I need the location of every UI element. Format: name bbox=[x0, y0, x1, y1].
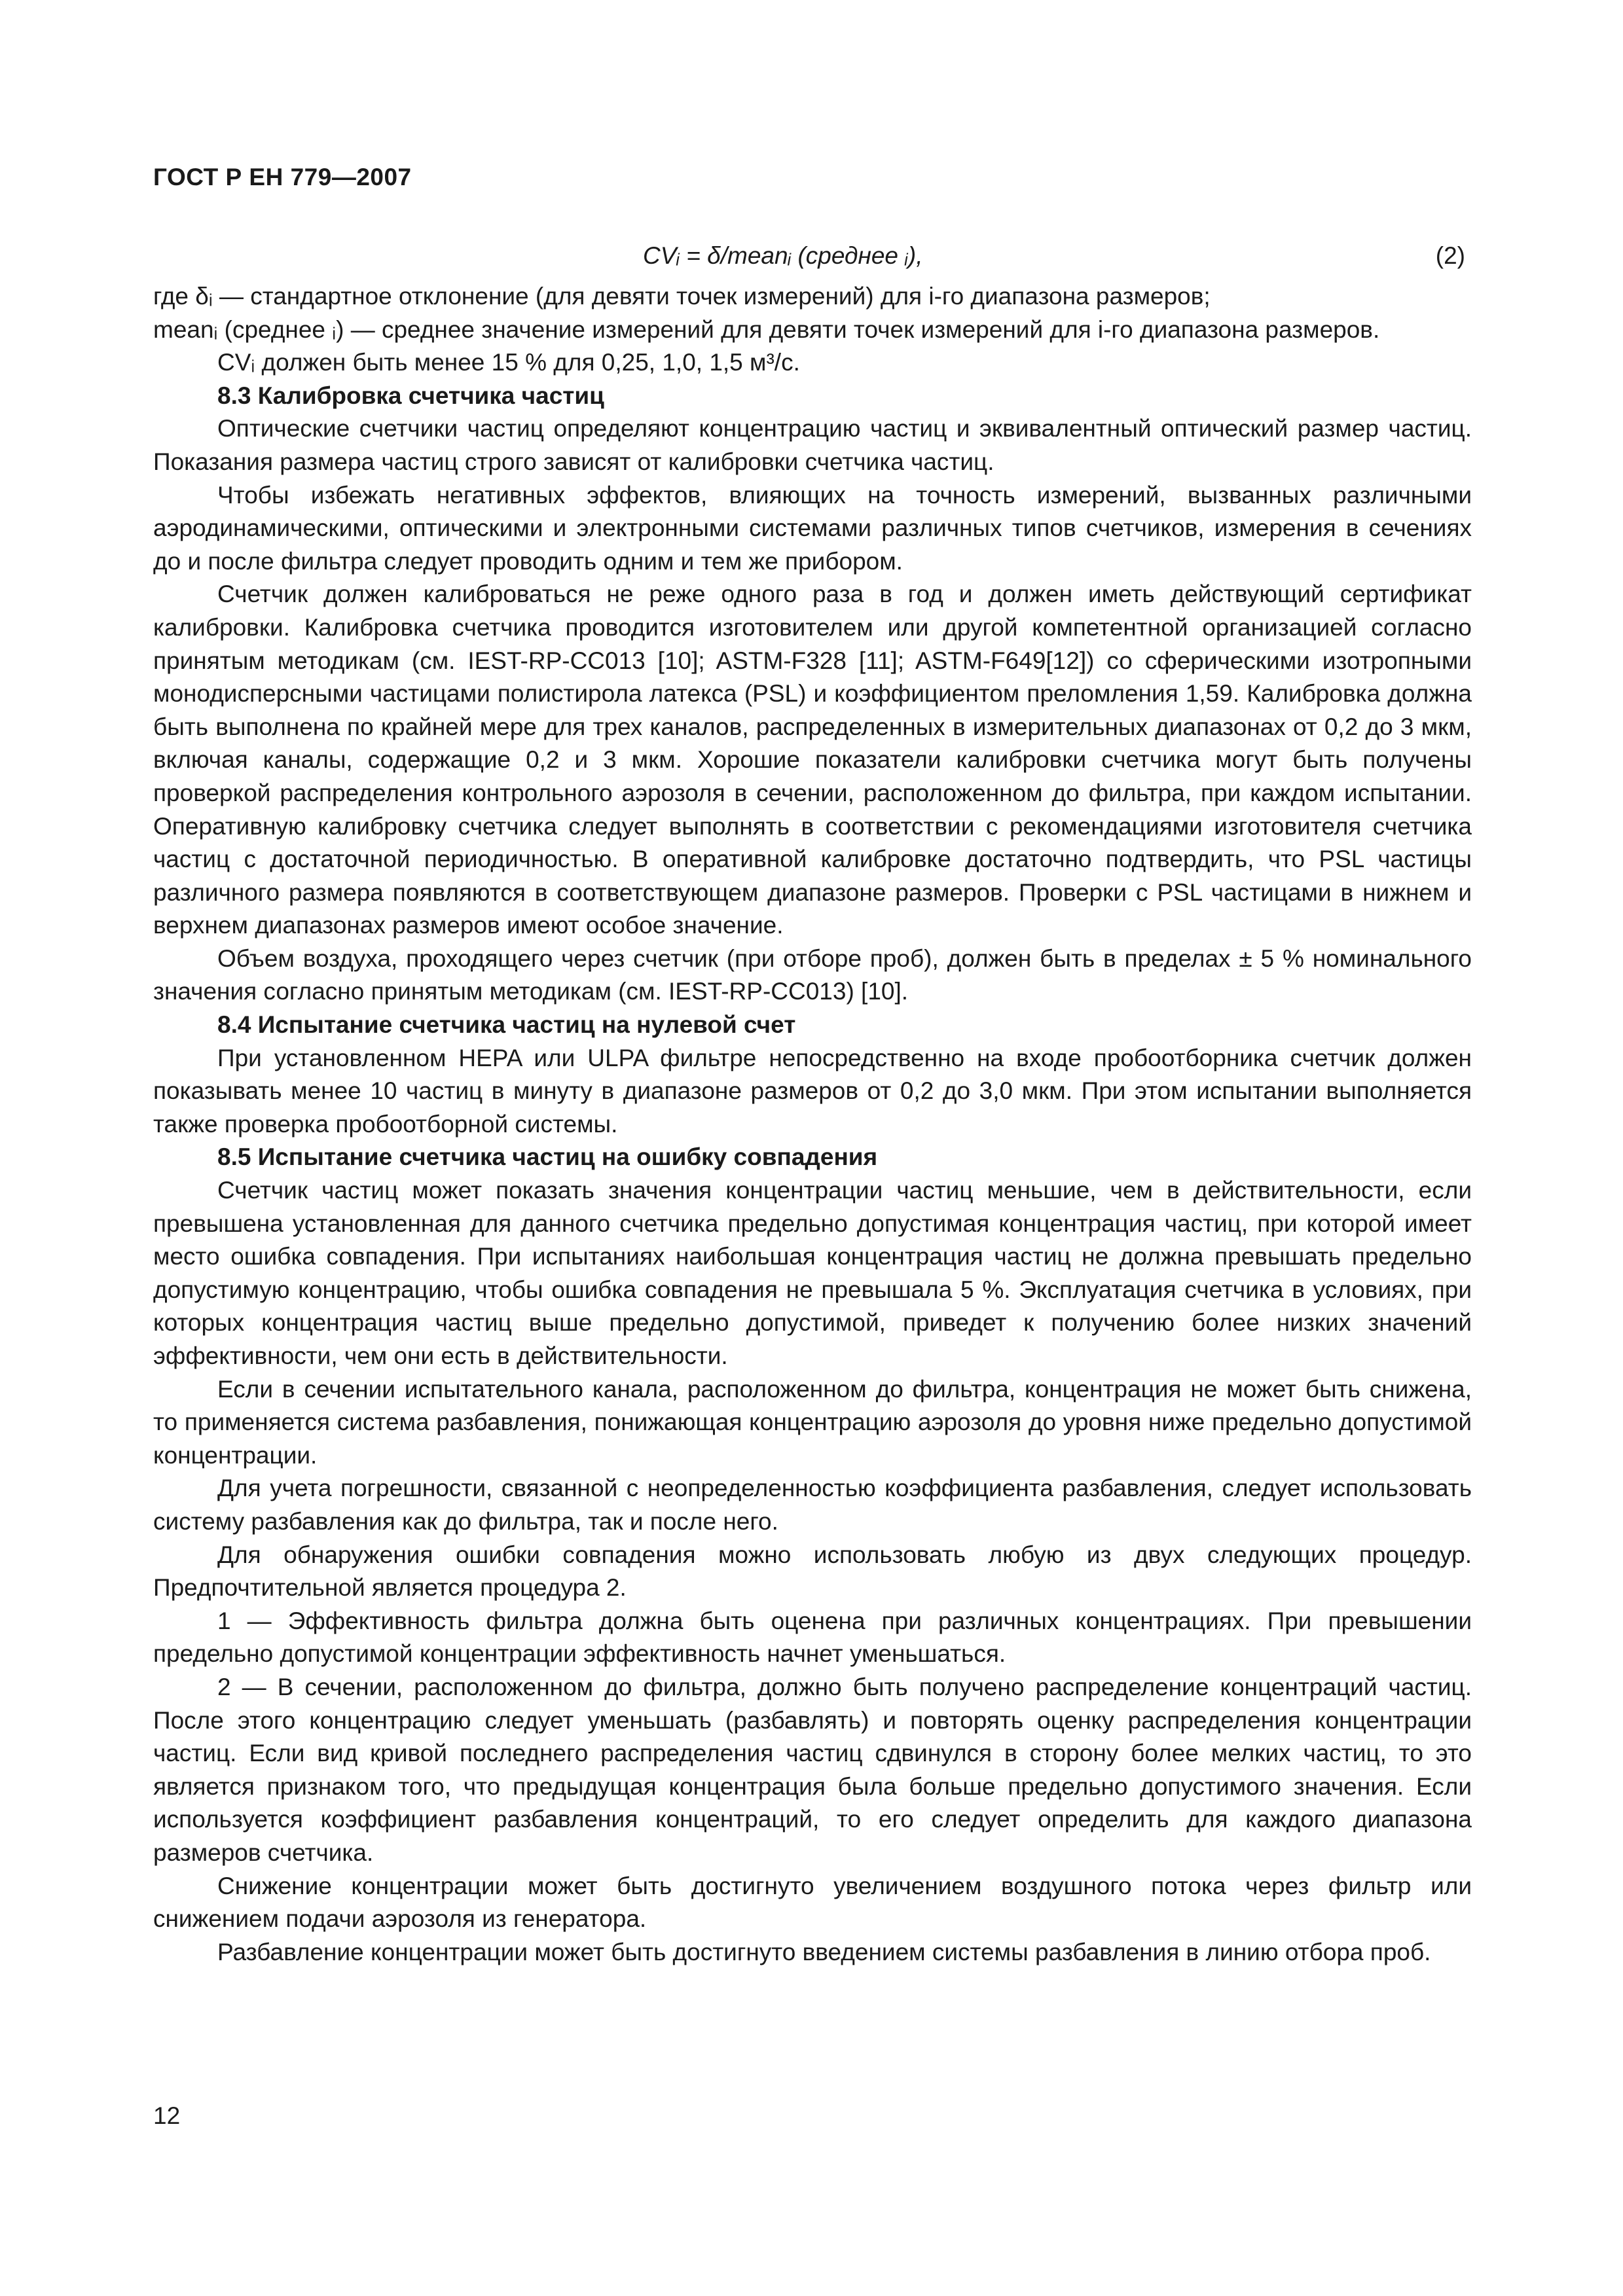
definition-delta: где δᵢ — стандартное отклонение (для девяти точек измерений) для i-го диапазона размеров; bbox=[153, 283, 1211, 310]
paragraph: Чтобы избежать негативных эффектов, влияющих на точность измерений, вызванных различными аэродинамическими, оптическими и электронными системами различных типов счетчиков, измерения в сечениях до и после фильтра следует проводить одним и тем же прибором. bbox=[153, 481, 1472, 575]
paragraph: Разбавление концентрации может быть достигнуто введением системы разбавления в линию отбора проб. bbox=[217, 1938, 1431, 1965]
paragraph: Для учета погрешности, связанной с неопределенностью коэффициента разбавления, следует использовать систему разбавления как до фильтра, так и после него. bbox=[153, 1475, 1472, 1535]
paragraph: Снижение концентрации может быть достигнуто увеличением воздушного потока через фильтр или снижением подачи аэрозоля из генератора. bbox=[153, 1872, 1472, 1933]
body-text bbox=[153, 240, 1472, 1969]
procedure-1: 1 — Эффективность фильтра должна быть оценена при различных концентрациях. При превышении предельно допустимой концентрации эффективность начнет уменьшаться. bbox=[153, 1607, 1472, 1668]
procedure-2: 2 — В сечении, расположенном до фильтра, должно быть получено распределение концентраций частиц. После этого концентрацию следует уменьшать (разбавлять) и повторять оценку распределения концентрации частиц. Если вид кривой последнего распределения частиц сдвинулся в сторону более мелких частиц, то это является признаком того, что предыдущая концентрация была больше предельно допустимого значения. Если используется коэффициент разбавления концентраций, то его следует определить для каждого диапазона размеров счетчика. bbox=[153, 1673, 1472, 1866]
paragraph: При установленном HEPA или ULPA фильтре непосредственно на входе пробоотборника счетчик должен показывать менее 10 частиц в минуту в диапазоне размеров от 0,2 до 3,0 мкм. При этом испытании выполняется также проверка пробоотборной системы. bbox=[153, 1044, 1472, 1138]
paragraph: Счетчик должен калиброваться не реже одного раза в год и должен иметь действующий сертификат калибровки. Калибровка счетчика проводится изготовителем или другой компетентной организацией согласно принятым методикам (см. IEST-RP-CC013 [10]; ASTM-F328 [11]; ASTM-F649[12]) со сферическими изотропными монодисперсными частицами полистирола латекса (PSL) и коэффициентом преломления 1,59. Калибровка должна быть выполнена по крайней мере для трех каналов, распределенных в измерительных диапазонах от 0,2 до 3 мкм, включая каналы, содержащие 0,2 и 3 мкм. Хорошие показатели калибровки счетчика могут быть получены проверкой распределения контрольного аэрозоля в сечении, расположенном до фильтра, при каждом испытании. Оперативную калибровку счетчика следует выполнять в соответствии с рекомендациями изготовителя счетчика частиц с достаточной периодичностью. В оперативной калибровке достаточно подтвердить, что PSL частицы различного размера появляются в соответствующем диапазоне размеров. Проверки с PSL частицами в нижнем и верхнем диапазонах размеров имеют особое значение. bbox=[153, 581, 1472, 939]
paragraph: Если в сечении испытательного канала, расположенном до фильтра, концентрация не может быть снижена, то применяется система разбавления, понижающая концентрацию аэрозоля до уровня ниже предельно допустимой концентрации. bbox=[153, 1375, 1472, 1469]
formula-line bbox=[153, 240, 1472, 276]
definition-cv-limit: CVᵢ должен быть менее 15 % для 0,25, 1,0, 1,5 м³/с. bbox=[217, 349, 800, 376]
paragraph: Счетчик частиц может показать значения концентрации частиц меньшие, чем в действительности, если превышена установленная для данного счетчика предельно допустимая концентрация частиц, при которой имеет место ошибка совпадения. При испытаниях наибольшая концентрация частиц не должна превышать предельно допустимую концентрацию, чтобы ошибка совпадения не превышала 5 %. Эксплуатация счетчика в условиях, при которых концентрация частиц выше предельно допустимой, приведет к получению более низких значений эффективности, чем они есть в действительности. bbox=[153, 1177, 1472, 1369]
section-heading-8-3: 8.3 Калибровка счетчика частиц bbox=[217, 382, 604, 409]
paragraph: Оптические счетчики частиц определяют концентрацию частиц и эквивалентный оптический размер частиц. Показания размера частиц строго зависят от калибровки счетчика частиц. bbox=[153, 415, 1472, 475]
section-heading-8-5: 8.5 Испытание счетчика частиц на ошибку совпадения bbox=[217, 1143, 878, 1171]
section-heading-8-4: 8.4 Испытание счетчика частиц на нулевой счет bbox=[217, 1011, 796, 1039]
definition-mean: meanᵢ (среднее ᵢ) — среднее значение измерений для девяти точек измерений для i-го диапазона размеров. bbox=[153, 315, 1380, 343]
page-number: 12 bbox=[153, 2102, 181, 2129]
paragraph: Объем воздуха, проходящего через счетчик (при отборе проб), должен быть в пределах ± 5 % номинального значения согласно принятым методикам (см. IEST-RP-CC013) [10]. bbox=[153, 944, 1472, 1005]
formula-number: (2) bbox=[1435, 242, 1465, 269]
formula-expression: CVᵢ = δ/meanᵢ (среднее ᵢ), bbox=[643, 242, 923, 269]
paragraph: Для обнаружения ошибки совпадения можно использовать любую из двух следующих процедур. Предпочтительной является процедура 2. bbox=[153, 1541, 1472, 1602]
standard-header: ГОСТ Р ЕН 779—2007 bbox=[153, 164, 412, 190]
